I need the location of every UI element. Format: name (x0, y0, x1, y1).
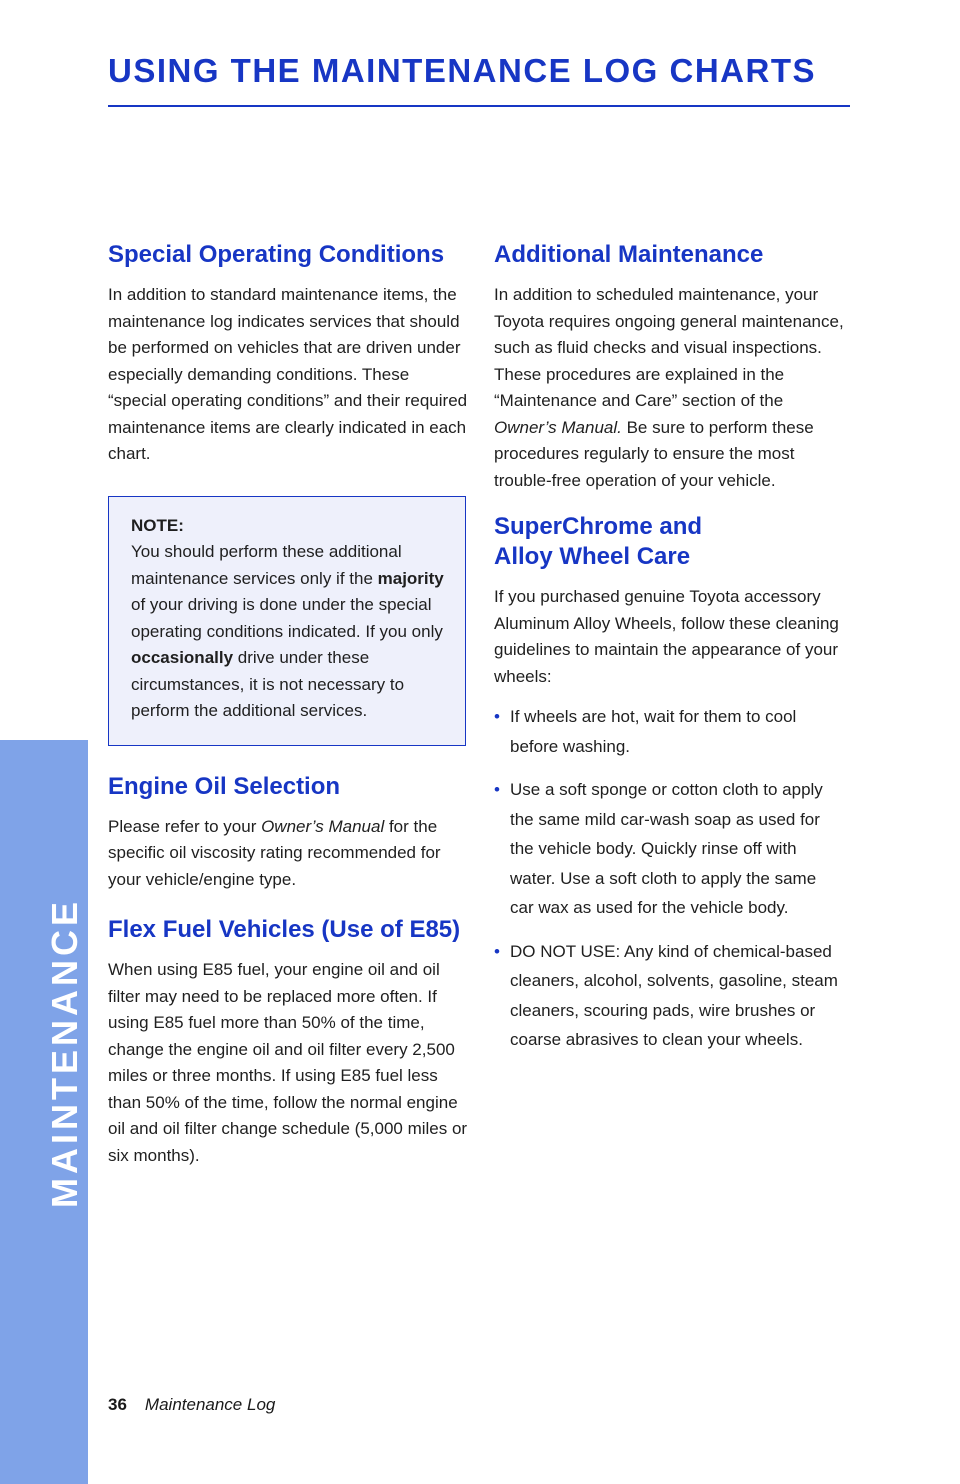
special-conditions-body: In addition to standard maintenance items, the maintenance log indicates services that should be performed on vehicles that are driven under especially demanding conditions. These “special operating conditions” and their required maintenance items are clearly indicated in each chart. (108, 285, 468, 463)
list-item-text: Use a soft sponge or cotton cloth to apply the same mild car-wash soap as used for the vehicle body. Quickly rinse off with water. Use a soft cloth to apply the same car wax as used for the vehicle body. (510, 780, 823, 917)
engine-oil-text: Please refer to your (108, 816, 262, 836)
page-number: 36 (108, 1395, 127, 1414)
note-box (108, 496, 466, 746)
page-title: USING THE MAINTENANCE LOG CHARTS (108, 52, 816, 89)
note-text (131, 513, 451, 725)
special-conditions-heading: Special Operating Conditions (108, 241, 445, 268)
engine-oil-section (108, 772, 468, 894)
special-conditions-section (108, 240, 468, 468)
note-text-part: of your driving is done under the special operating conditions indicated. If you only (131, 595, 443, 641)
footer-label: Maintenance Log (144, 1395, 276, 1414)
bullet-icon: • (494, 780, 500, 799)
wheel-care-list (494, 702, 844, 1055)
list-item-text: DO NOT USE: Any kind of chemical-based cleaners, alcohol, solvents, gasoline, steam cleaners, scouring pads, wire brushes or coarse abrasives to clean your wheels. (510, 941, 838, 1049)
bullet-icon: • (494, 707, 500, 726)
additional-maintenance-heading: Additional Maintenance (494, 241, 764, 268)
note-label: NOTE: (131, 515, 184, 535)
flex-fuel-body: When using E85 fuel, your engine oil and oil filter may need to be replaced more often. If using E85 fuel more than 50% of the time, change the engine oil and oil filter every 2,500 miles or three months. If using E85 fuel less than 50% of the time, follow the normal engine oil and oil filter change schedule (5,000 miles or six months). (108, 960, 468, 1165)
title-divider (108, 105, 850, 107)
note-text-part: drive under these circumstances, it is not necessary to perform the additional services. (131, 648, 405, 720)
additional-maintenance-body (494, 282, 844, 494)
page-footer (108, 1395, 275, 1415)
additional-maintenance-section (494, 240, 844, 494)
wheel-care-heading-line: Alloy Wheel Care (494, 543, 691, 570)
wheel-care-heading (494, 512, 844, 572)
engine-oil-text: for the specific oil viscosity rating recommended for your vehicle/engine type. (108, 816, 441, 889)
engine-oil-body (108, 814, 468, 894)
side-tab-label: MAINTENANCE (44, 898, 85, 1208)
additional-text: In addition to scheduled maintenance, your Toyota requires ongoing general maintenance, such as fluid checks and visual inspections. These procedures are explained in the “Maintenance and Care” section of the (494, 285, 844, 410)
additional-text: Be sure to perform these procedures regularly to ensure the most trouble-free operation of your vehicle. (494, 417, 814, 490)
list-item (494, 702, 844, 761)
flex-fuel-heading: Flex Fuel Vehicles (Use of E85) (108, 916, 461, 943)
list-item (494, 937, 844, 1055)
right-column (494, 240, 844, 1069)
note-emphasis-occasionally: occasionally (131, 648, 234, 667)
owners-manual-ref: Owner’s Manual (261, 816, 385, 836)
bullet-icon: • (494, 941, 500, 961)
flex-fuel-section (108, 915, 468, 1169)
owners-manual-ref: Owner’s Manual. (494, 417, 622, 437)
wheel-care-heading-line: SuperChrome and (494, 513, 703, 540)
note-emphasis-majority: majority (377, 568, 444, 588)
wheel-care-body: If you purchased genuine Toyota accessory Aluminum Alloy Wheels, follow these cleaning guidelines to maintain the appearance of your wheels: (494, 587, 839, 686)
note-text-part: You should perform these additional maintenance services only if the (131, 542, 402, 588)
list-item-text: If wheels are hot, wait for them to cool before washing. (510, 707, 797, 756)
engine-oil-heading: Engine Oil Selection (108, 772, 341, 800)
list-item (494, 775, 844, 923)
left-column (108, 240, 468, 1169)
wheel-care-section (494, 512, 844, 1055)
